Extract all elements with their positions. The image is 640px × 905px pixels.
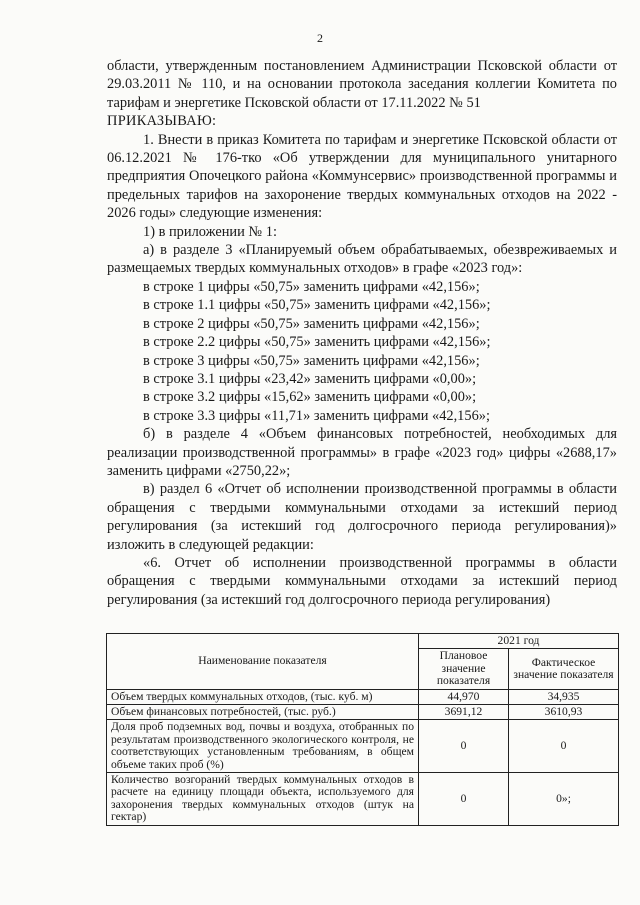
row-name: Объем твердых коммунальных отходов, (тыс. куб. м)	[107, 689, 419, 704]
row-fact: 34,935	[509, 689, 619, 704]
row-plan: 0	[419, 773, 509, 826]
replacement-line: в строке 3.1 цифры «23,42» заменить цифрами «0,00»;	[143, 370, 477, 387]
replacement-line: в строке 3 цифры «50,75» заменить цифрами «42,156»;	[143, 352, 480, 369]
row-plan: 44,970	[419, 689, 509, 704]
row-fact: 0»;	[509, 773, 619, 826]
row-name: Количество возгораний твердых коммунальных отходов в расчете на единицу площади объекта, используемого для захоронения твердых коммунальных отходов (штук на гектар)	[107, 773, 419, 826]
row-name: Доля проб подземных вод, почвы и воздуха, отобранных по результатам производственного экологического контроля, не соответствующих установленным требованиям, в общем объеме таких проб (%)	[107, 720, 419, 773]
replacement-line: в строке 3.2 цифры «15,62» заменить цифрами «0,00»;	[143, 389, 477, 406]
subitem-b: б) в разделе 4 «Объем финансовых потребностей, необходимых для реализации производственной программы» в графе «2023 год» цифры «2688,17» заменить цифрами «2750,22»;	[107, 426, 617, 479]
replacement-line: в строке 1.1 цифры «50,75» заменить цифрами «42,156»;	[143, 297, 491, 314]
table-header-row	[107, 634, 619, 649]
intro-paragraph: области, утвержденным постановлением Администрации Псковской области от 29.03.2011 № 110, и на основании протокола заседания коллегии Комитета по тарифам и энергетике Псковской области от 17.11.2022 № 51	[107, 58, 617, 111]
replacement-line: в строке 3.3 цифры «11,71» заменить цифрами «42,156»;	[143, 407, 490, 424]
header-indicator-name: Наименование показателя	[107, 634, 419, 690]
row-fact: 0	[509, 720, 619, 773]
subitem-1: 1) в приложении № 1:	[143, 223, 277, 240]
table-row	[107, 689, 619, 704]
section-6-heading: «6. Отчет об исполнении производственной программы в области обращения с твердыми коммунальными отходами за истекший период регулирования (за истекший год долгосрочного периода регулирования)	[107, 554, 617, 608]
table-row	[107, 773, 619, 826]
document-body	[107, 57, 617, 609]
page-number: 2	[317, 31, 323, 45]
replacement-line: в строке 2 цифры «50,75» заменить цифрами «42,156»;	[143, 315, 480, 332]
row-fact: 3610,93	[509, 705, 619, 720]
row-plan: 3691,12	[419, 705, 509, 720]
header-year: 2021 год	[419, 634, 619, 649]
subitem-a: а) в разделе 3 «Планируемый объем обрабатываемых, обезвреживаемых и размещаемых твердых коммунальных отходов» в графе «2023 год»:	[107, 242, 617, 277]
report-table	[106, 633, 619, 826]
item-1-paragraph: 1. Внести в приказ Комитета по тарифам и энергетике Псковской области от 06.12.2021 № 176-тко «Об утверждении для муниципального унитарного предприятия Опочецкого района «Коммунсервис» производственной программы и предельных тарифов на захоронение твердых коммунальных отходов на 2022 - 2026 годы» следующие изменения:	[107, 131, 617, 222]
header-plan: Плановое значение показателя	[419, 649, 509, 689]
table-row	[107, 705, 619, 720]
row-name: Объем финансовых потребностей, (тыс. руб.)	[107, 705, 419, 720]
header-fact: Фактическое значение показателя	[509, 649, 619, 689]
row-plan: 0	[419, 720, 509, 773]
subitem-v: в) раздел 6 «Отчет об исполнении производственной программы в области обращения с твердыми коммунальными отходами за истекший период регулирования (за истекший год долгосрочного периода регулирования)» изложить в следующей редакции:	[107, 481, 617, 553]
order-heading: ПРИКАЗЫВАЮ:	[107, 113, 217, 130]
replacement-line: в строке 1 цифры «50,75» заменить цифрами «42,156»;	[143, 278, 480, 295]
table-row	[107, 720, 619, 773]
replacement-line: в строке 2.2 цифры «50,75» заменить цифрами «42,156»;	[143, 334, 491, 351]
